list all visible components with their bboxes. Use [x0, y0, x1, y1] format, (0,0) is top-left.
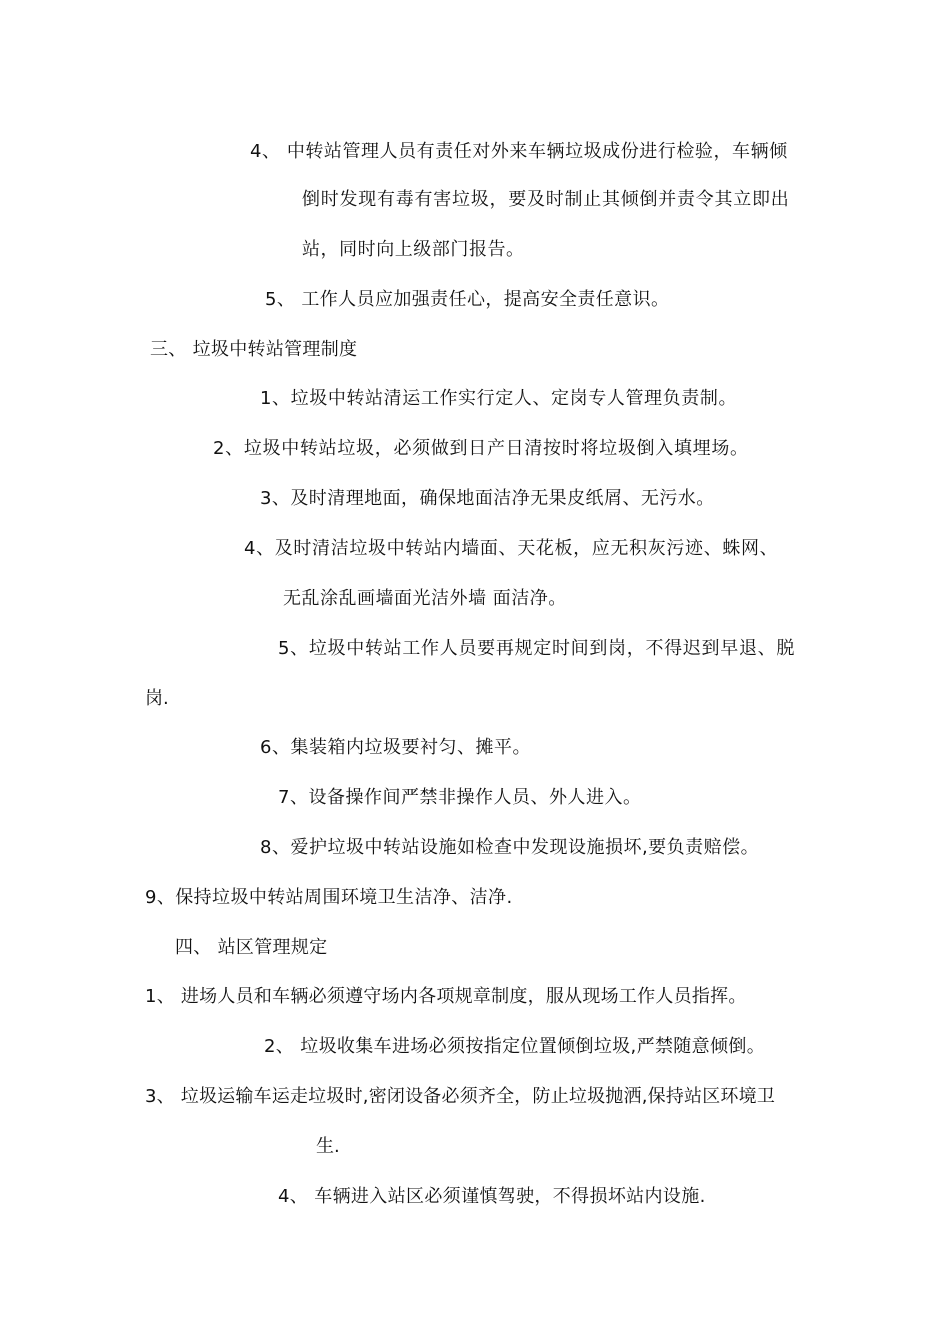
section-heading: 四、 站区管理规定 [175, 937, 328, 958]
text-line: 2、 垃圾收集车进场必须按指定位置倾倒垃圾,严禁随意倾倒。 [264, 1036, 766, 1057]
text-line: 生. [316, 1136, 340, 1157]
text-line: 3、及时清理地面，确保地面洁净无果皮纸屑、无污水。 [260, 488, 715, 509]
text-line: 7、设备操作间严禁非操作人员、外人进入。 [278, 787, 642, 808]
text-line: 5、垃圾中转站工作人员要再规定时间到岗，不得迟到早退、脱 [278, 638, 796, 659]
text-line: 4、 车辆进入站区必须谨慎驾驶，不得损坏站内设施. [278, 1186, 706, 1207]
text-line: 3、 垃圾运输车运走垃圾时,密闭设备必须齐全，防止垃圾抛洒,保持站区环境卫 [145, 1086, 776, 1107]
text-line: 1、 进场人员和车辆必须遵守场内各项规章制度，服从现场工作人员指挥。 [145, 986, 747, 1007]
text-line: 1、垃圾中转站清运工作实行定人、定岗专人管理负责制。 [260, 388, 738, 409]
text-line: 6、集装箱内垃圾要衬匀、摊平。 [260, 737, 531, 758]
text-line: 8、爱护垃圾中转站设施如检查中发现设施损坏,要负责赔偿。 [260, 837, 760, 858]
text-line: 4、 中转站管理人员有责任对外来车辆垃圾成份进行检验，车辆倾 [250, 141, 788, 162]
text-line: 倒时发现有毒有害垃圾，要及时制止其倾倒并责令其立即出 [302, 189, 790, 210]
text-line: 5、 工作人员应加强责任心，提高安全责任意识。 [265, 289, 670, 310]
text-line: 无乱涂乱画墙面光洁外墙 面洁净。 [283, 588, 567, 609]
text-line: 9、保持垃圾中转站周围环境卫生洁净、洁净. [145, 887, 513, 908]
section-heading: 三、 垃圾中转站管理制度 [150, 339, 358, 360]
text-line: 站，同时向上级部门报告。 [302, 239, 525, 260]
text-line: 4、及时清洁垃圾中转站内墙面、天花板，应无积灰污迹、蛛网、 [244, 538, 779, 559]
text-line: 2、垃圾中转站垃圾，必须做到日产日清按时将垃圾倒入填埋场。 [213, 438, 749, 459]
text-line: 岗. [145, 688, 169, 709]
